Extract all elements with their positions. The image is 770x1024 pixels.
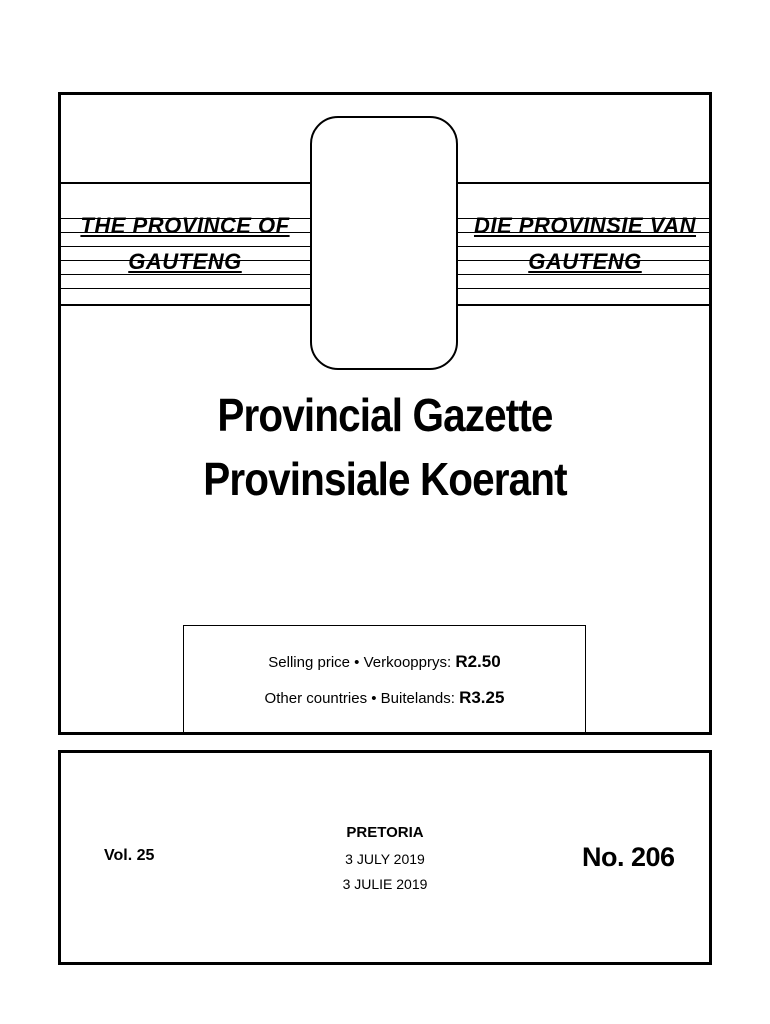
price-foreign-label: Other countries • Buitelands: — [264, 690, 455, 707]
masthead-title-afrikaans-line1: DIE PROVINSIE VAN — [473, 213, 697, 238]
price-local-label: Selling price • Verkoopprys: — [268, 654, 452, 671]
masthead-title-afrikaans-line2: GAUTENG — [528, 249, 642, 274]
price-box — [183, 625, 586, 733]
price-foreign — [184, 688, 585, 708]
volume-number: Vol. 25 — [104, 847, 155, 864]
price-foreign-value: R3.25 — [459, 688, 505, 707]
masthead-title-english-line2: GAUTENG — [128, 249, 242, 274]
masthead-title-afrikaans — [460, 208, 710, 280]
coat-of-arms-frame — [310, 116, 458, 370]
masthead-title-english-line1: THE PROVINCE OF — [80, 213, 290, 238]
gazette-title-afrikaans: Provinsiale Koerant — [203, 453, 567, 505]
publication-date-english: 3 JULY 2019 — [345, 851, 425, 867]
masthead-title-english — [62, 208, 308, 280]
publication-date-afrikaans: 3 JULIE 2019 — [342, 876, 428, 892]
gazette-title-english: Provincial Gazette — [217, 389, 553, 441]
price-local-value: R2.50 — [455, 652, 501, 671]
publication-city: PRETORIA — [346, 824, 424, 841]
price-local — [184, 652, 585, 672]
issue-number: No. 206 — [582, 842, 675, 872]
